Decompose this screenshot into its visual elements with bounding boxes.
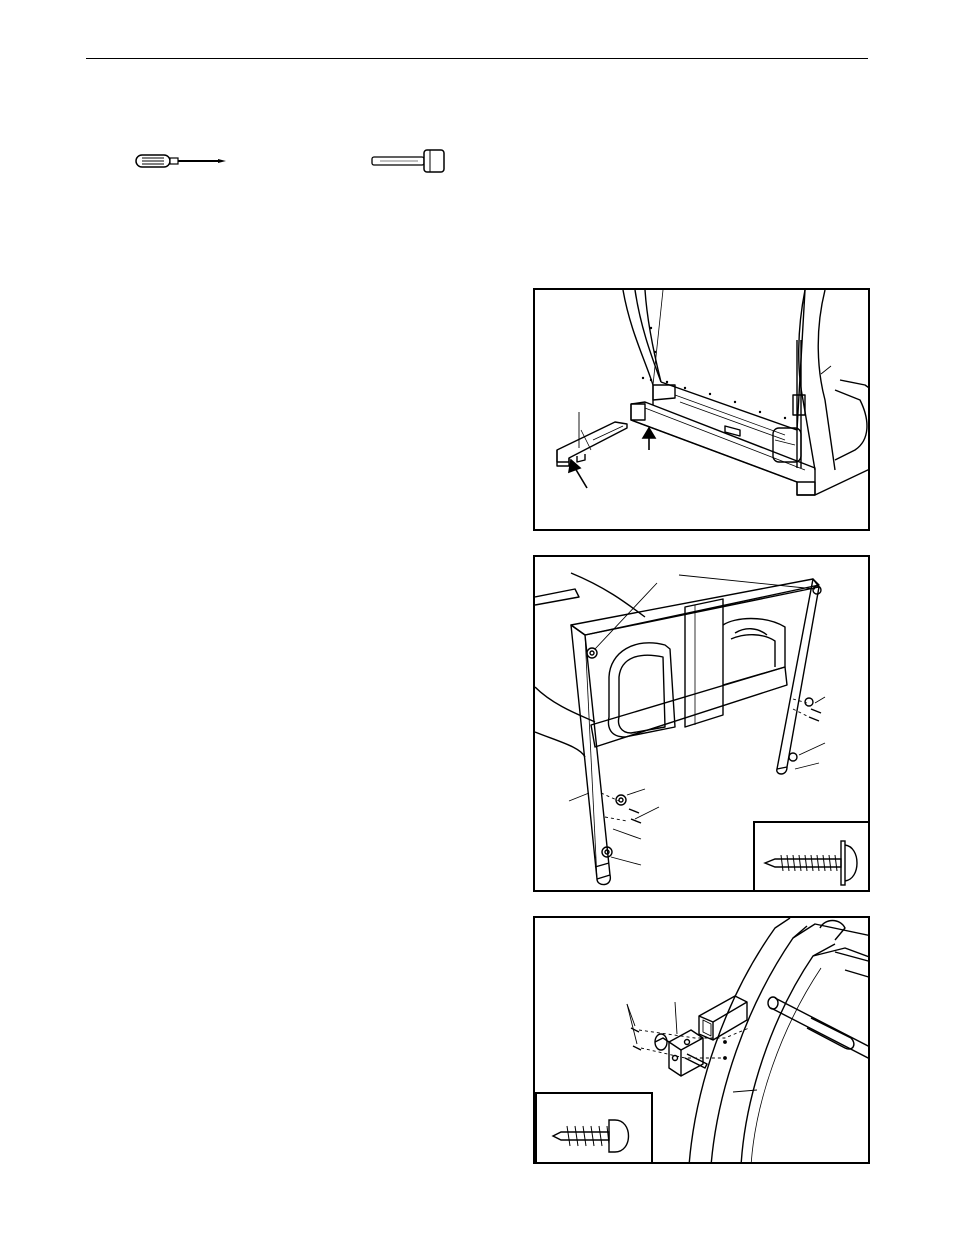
figure-3 <box>533 916 870 1164</box>
phillips-screwdriver-icon <box>134 150 230 174</box>
pan-head-screw-icon <box>537 1094 651 1164</box>
inset-screw-washer-head <box>753 821 870 892</box>
washer-head-screw-icon <box>755 823 870 892</box>
figure-2 <box>533 555 870 892</box>
rubber-mallet-icon <box>370 146 450 176</box>
figure-1 <box>533 288 870 531</box>
figure-1-drawing <box>535 290 870 531</box>
inset-screw-pan-head <box>535 1092 653 1164</box>
header-rule <box>86 58 868 59</box>
